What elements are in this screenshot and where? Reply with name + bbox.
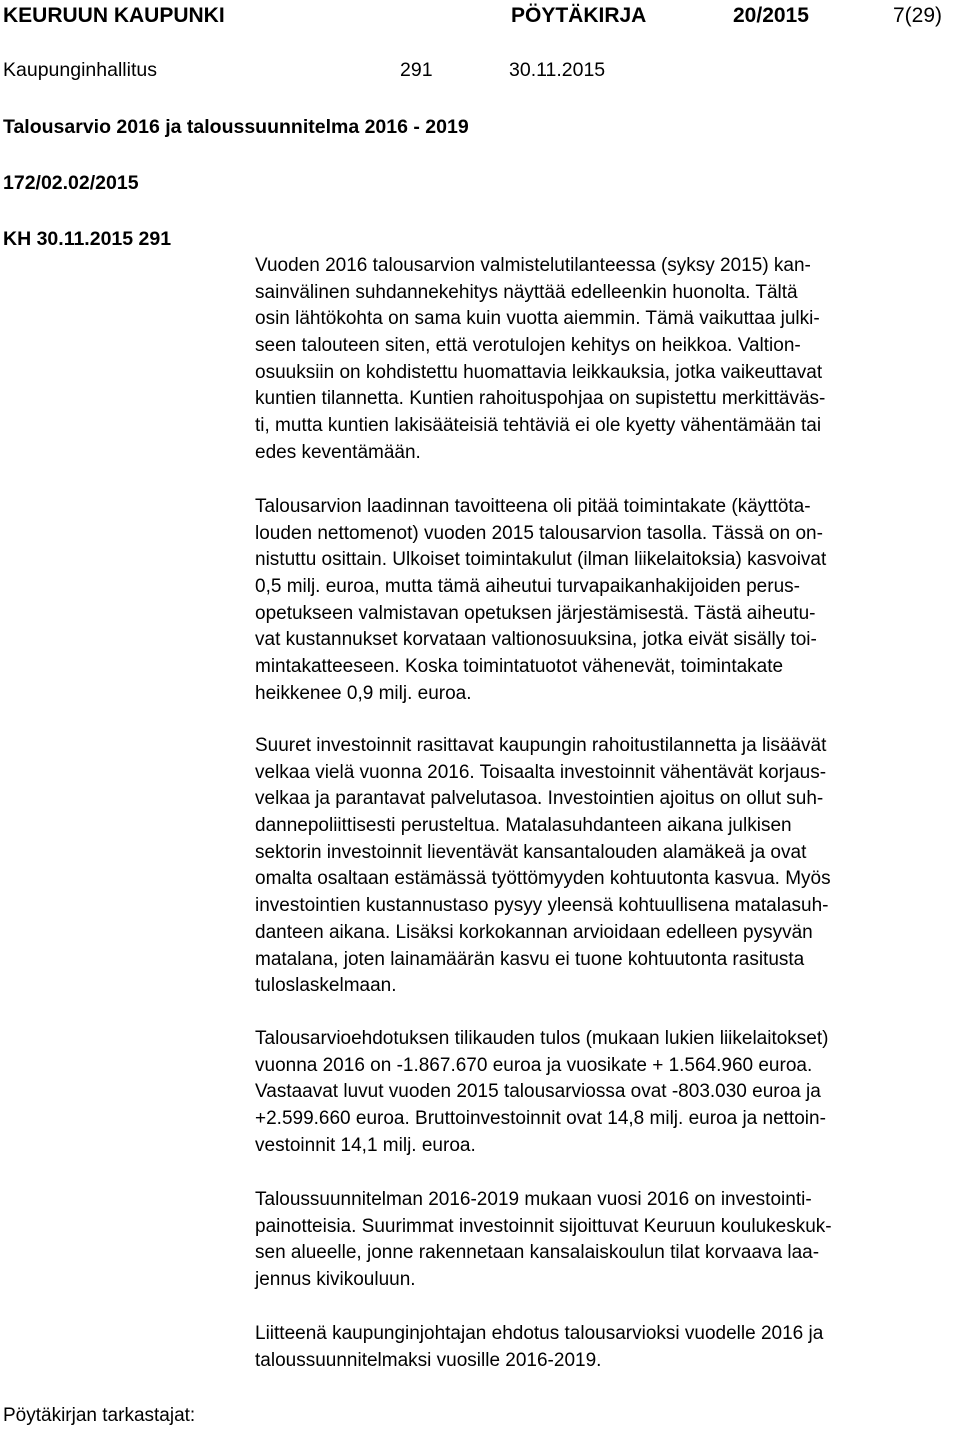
text-line: omalta osaltaan estämässä työttömyyden kohtuutonta kasvua. Myös: [255, 868, 831, 890]
text-line: tuloslaskelmaan.: [255, 975, 397, 997]
text-line: vat kustannukset korvataan valtionosuuksina, jotka eivät sisälly toi-: [255, 629, 817, 651]
text-line: louden nettomenot) vuoden 2015 talousarvion tasolla. Tässä on on-: [255, 522, 823, 544]
paragraph-5: [255, 1187, 832, 1294]
meeting-section: 291: [400, 59, 433, 81]
text-line: Vastaavat luvut vuoden 2015 talousarviossa ovat -803.030 euroa ja: [255, 1081, 821, 1103]
text-line: sainvälinen suhdannekehitys näyttää edelleenkin huonolta. Tältä: [255, 281, 798, 303]
meeting-body: Kaupunginhallitus: [3, 59, 157, 81]
text-line: Suuret investoinnit rasittavat kaupungin rahoitustilannetta ja lisäävät: [255, 735, 827, 756]
text-line: mintakatteeseen. Koska toimintatuotot vähenevät, toimintakate: [255, 656, 784, 678]
doc-type: PÖYTÄKIRJA: [511, 4, 647, 27]
text-line: osin lähtökohta on sama kuin vuotta aiemmin. Tämä vaikuttaa julki-: [255, 308, 820, 330]
text-line: jennus kivikouluun.: [255, 1269, 416, 1291]
text-line: +2.599.660 euroa. Bruttoinvestoinnit ovat 14,8 milj. euroa ja nettoin-: [255, 1108, 826, 1130]
text-line: vestoinnit 14,1 milj. euroa.: [255, 1134, 476, 1156]
reviewers-label: Pöytäkirjan tarkastajat:: [3, 1405, 196, 1426]
text-line: Vuoden 2016 talousarvion valmistelutilanteessa (syksy 2015) kan-: [255, 255, 811, 276]
org-name: KEURUUN KAUPUNKI: [3, 4, 225, 27]
text-line: osuuksiin on kohdistettu huomattavia leikkauksia, jotka vaikeuttavat: [255, 361, 823, 383]
text-line: nistuttu osittain. Ulkoiset toimintakulut (ilman liikelaitoksia) kasvoivat: [255, 549, 827, 571]
text-line: ti, mutta kuntien lakisääteisiä tehtäviä ei ole kyetty vähentämään tai: [255, 415, 822, 437]
text-line: sen alueelle, jonne rakennetaan kansalaiskoulun tilat korvaava laa-: [255, 1242, 820, 1264]
handling-reference: KH 30.11.2015 291: [3, 228, 172, 250]
paragraph-2: [255, 494, 826, 708]
text-line: Talousarvioehdotuksen tilikauden tulos (mukaan lukien liikelaitokset): [255, 1028, 829, 1049]
text-line: heikkenee 0,9 milj. euroa.: [255, 682, 472, 704]
paragraph-4: [255, 1026, 828, 1159]
text-line: velkaa ja parantavat palvelutasoa. Investointien ajoitus on ollut suh-: [255, 788, 824, 810]
doc-number: 20/2015: [733, 4, 809, 27]
meeting-date: 30.11.2015: [509, 59, 606, 81]
text-line: kuntien tilannetta. Kuntien rahoituspohjaa on supistettu merkittäväs-: [255, 388, 826, 410]
text-line: Taloussuunnitelman 2016-2019 mukaan vuosi 2016 on investointi-: [255, 1189, 812, 1210]
item-reference: 172/02.02/2015: [3, 172, 139, 194]
item-title: Talousarvio 2016 ja taloussuunnitelma 2016 - 2019: [3, 116, 469, 138]
text-line: danteen aikana. Lisäksi korkokannan arvioidaan edelleen pysyvän: [255, 921, 813, 943]
paragraph-1: [255, 253, 825, 467]
text-line: Talousarvion laadinnan tavoitteena oli pitää toimintakate (käyttöta-: [255, 496, 811, 517]
paragraph-6: [255, 1321, 823, 1374]
text-line: taloussuunnitelmaksi vuosille 2016-2019.: [255, 1349, 602, 1371]
text-line: opetukseen valmistavan opetuksen järjestämisestä. Tästä aiheutu-: [255, 602, 816, 624]
text-line: dannepoliittisesti perusteltua. Matalasuhdanteen aikana julkisen: [255, 815, 792, 837]
paragraph-3: [255, 733, 831, 1000]
text-line: sektorin investoinnit lieventävät kansantalouden alamäkeä ja ovat: [255, 841, 807, 863]
text-line: seen talouteen siten, että verotulojen kehitys on heikkoa. Valtion-: [255, 335, 801, 357]
text-line: velkaa vielä vuonna 2016. Toisaalta investoinnit vähentävät korjaus-: [255, 761, 827, 783]
page-number: 7(29): [893, 4, 943, 27]
text-line: matalana, joten lainamäärän kasvu ei tuone kohtuutonta rasitusta: [255, 948, 805, 970]
text-line: 0,5 milj. euroa, mutta tämä aiheutui turvapaikanhakijoiden perus-: [255, 576, 800, 598]
text-line: painotteisia. Suurimmat investoinnit sijoittuvat Keuruun koulukeskuk-: [255, 1215, 832, 1237]
text-line: investointien kustannustaso pysyy yleensä kohtuullisena matalasuh-: [255, 895, 829, 917]
text-line: Liitteenä kaupunginjohtajan ehdotus talousarvioksi vuodelle 2016 ja: [255, 1323, 824, 1344]
text-line: edes keventämään.: [255, 441, 421, 463]
text-line: vuonna 2016 on -1.867.670 euroa ja vuosikate + 1.564.960 euroa.: [255, 1054, 813, 1076]
